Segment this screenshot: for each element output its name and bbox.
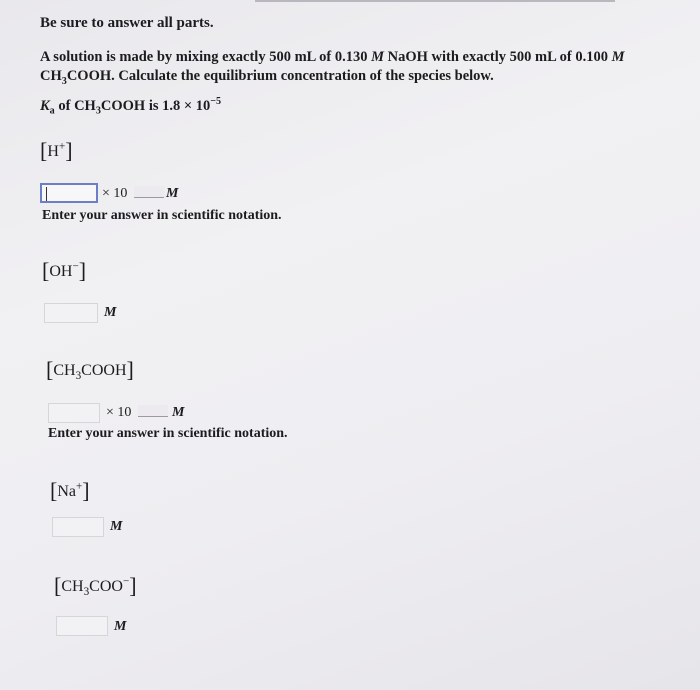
times-ten-label: × 10 bbox=[106, 405, 132, 420]
top-divider bbox=[255, 0, 615, 2]
times-ten-label: × 10 bbox=[102, 186, 128, 201]
unit-label: M bbox=[104, 305, 117, 320]
species-label-na: [Na+] bbox=[50, 478, 90, 503]
unit-label: M bbox=[114, 619, 127, 634]
sci-notation-note: Enter your answer in scientific notation. bbox=[42, 208, 282, 223]
problem-statement: A solution is made by mixing exactly 500 mL of 0.130 M NaOH with exactly 500 mL of 0.100 M $CH_3COOH$. Calculate the equilibrium concentration of the species below. bbox=[40, 49, 625, 87]
sci-notation-note: Enter your answer in scientific notation. bbox=[48, 426, 288, 441]
unit-label: M bbox=[110, 519, 123, 534]
text-caret bbox=[46, 187, 47, 201]
oh-value-input[interactable] bbox=[44, 303, 98, 323]
species-label-h: [H+] bbox=[40, 138, 73, 163]
species-label-ch3coo: $[CH_3COO^-]$ bbox=[54, 573, 137, 599]
unit-label: M bbox=[166, 186, 179, 201]
ka-statement: $K_a$ of $CH_3COOH$ is $1.8 \times 10^{-5}$ bbox=[40, 96, 222, 117]
ch3cooh-mantissa-input[interactable] bbox=[48, 403, 100, 423]
instruction-text: Be sure to answer all parts. bbox=[40, 15, 214, 31]
h-exponent-input[interactable] bbox=[134, 186, 164, 198]
unit-label: M bbox=[172, 405, 185, 420]
ch3cooh-exponent-input[interactable] bbox=[138, 405, 168, 417]
species-label-ch3cooh: $[CH_3COOH]$ bbox=[46, 357, 134, 383]
ch3coo-value-input[interactable] bbox=[56, 616, 108, 636]
species-label-oh: [OH−] bbox=[42, 258, 87, 283]
h-mantissa-input[interactable] bbox=[40, 183, 98, 203]
na-value-input[interactable] bbox=[52, 517, 104, 537]
